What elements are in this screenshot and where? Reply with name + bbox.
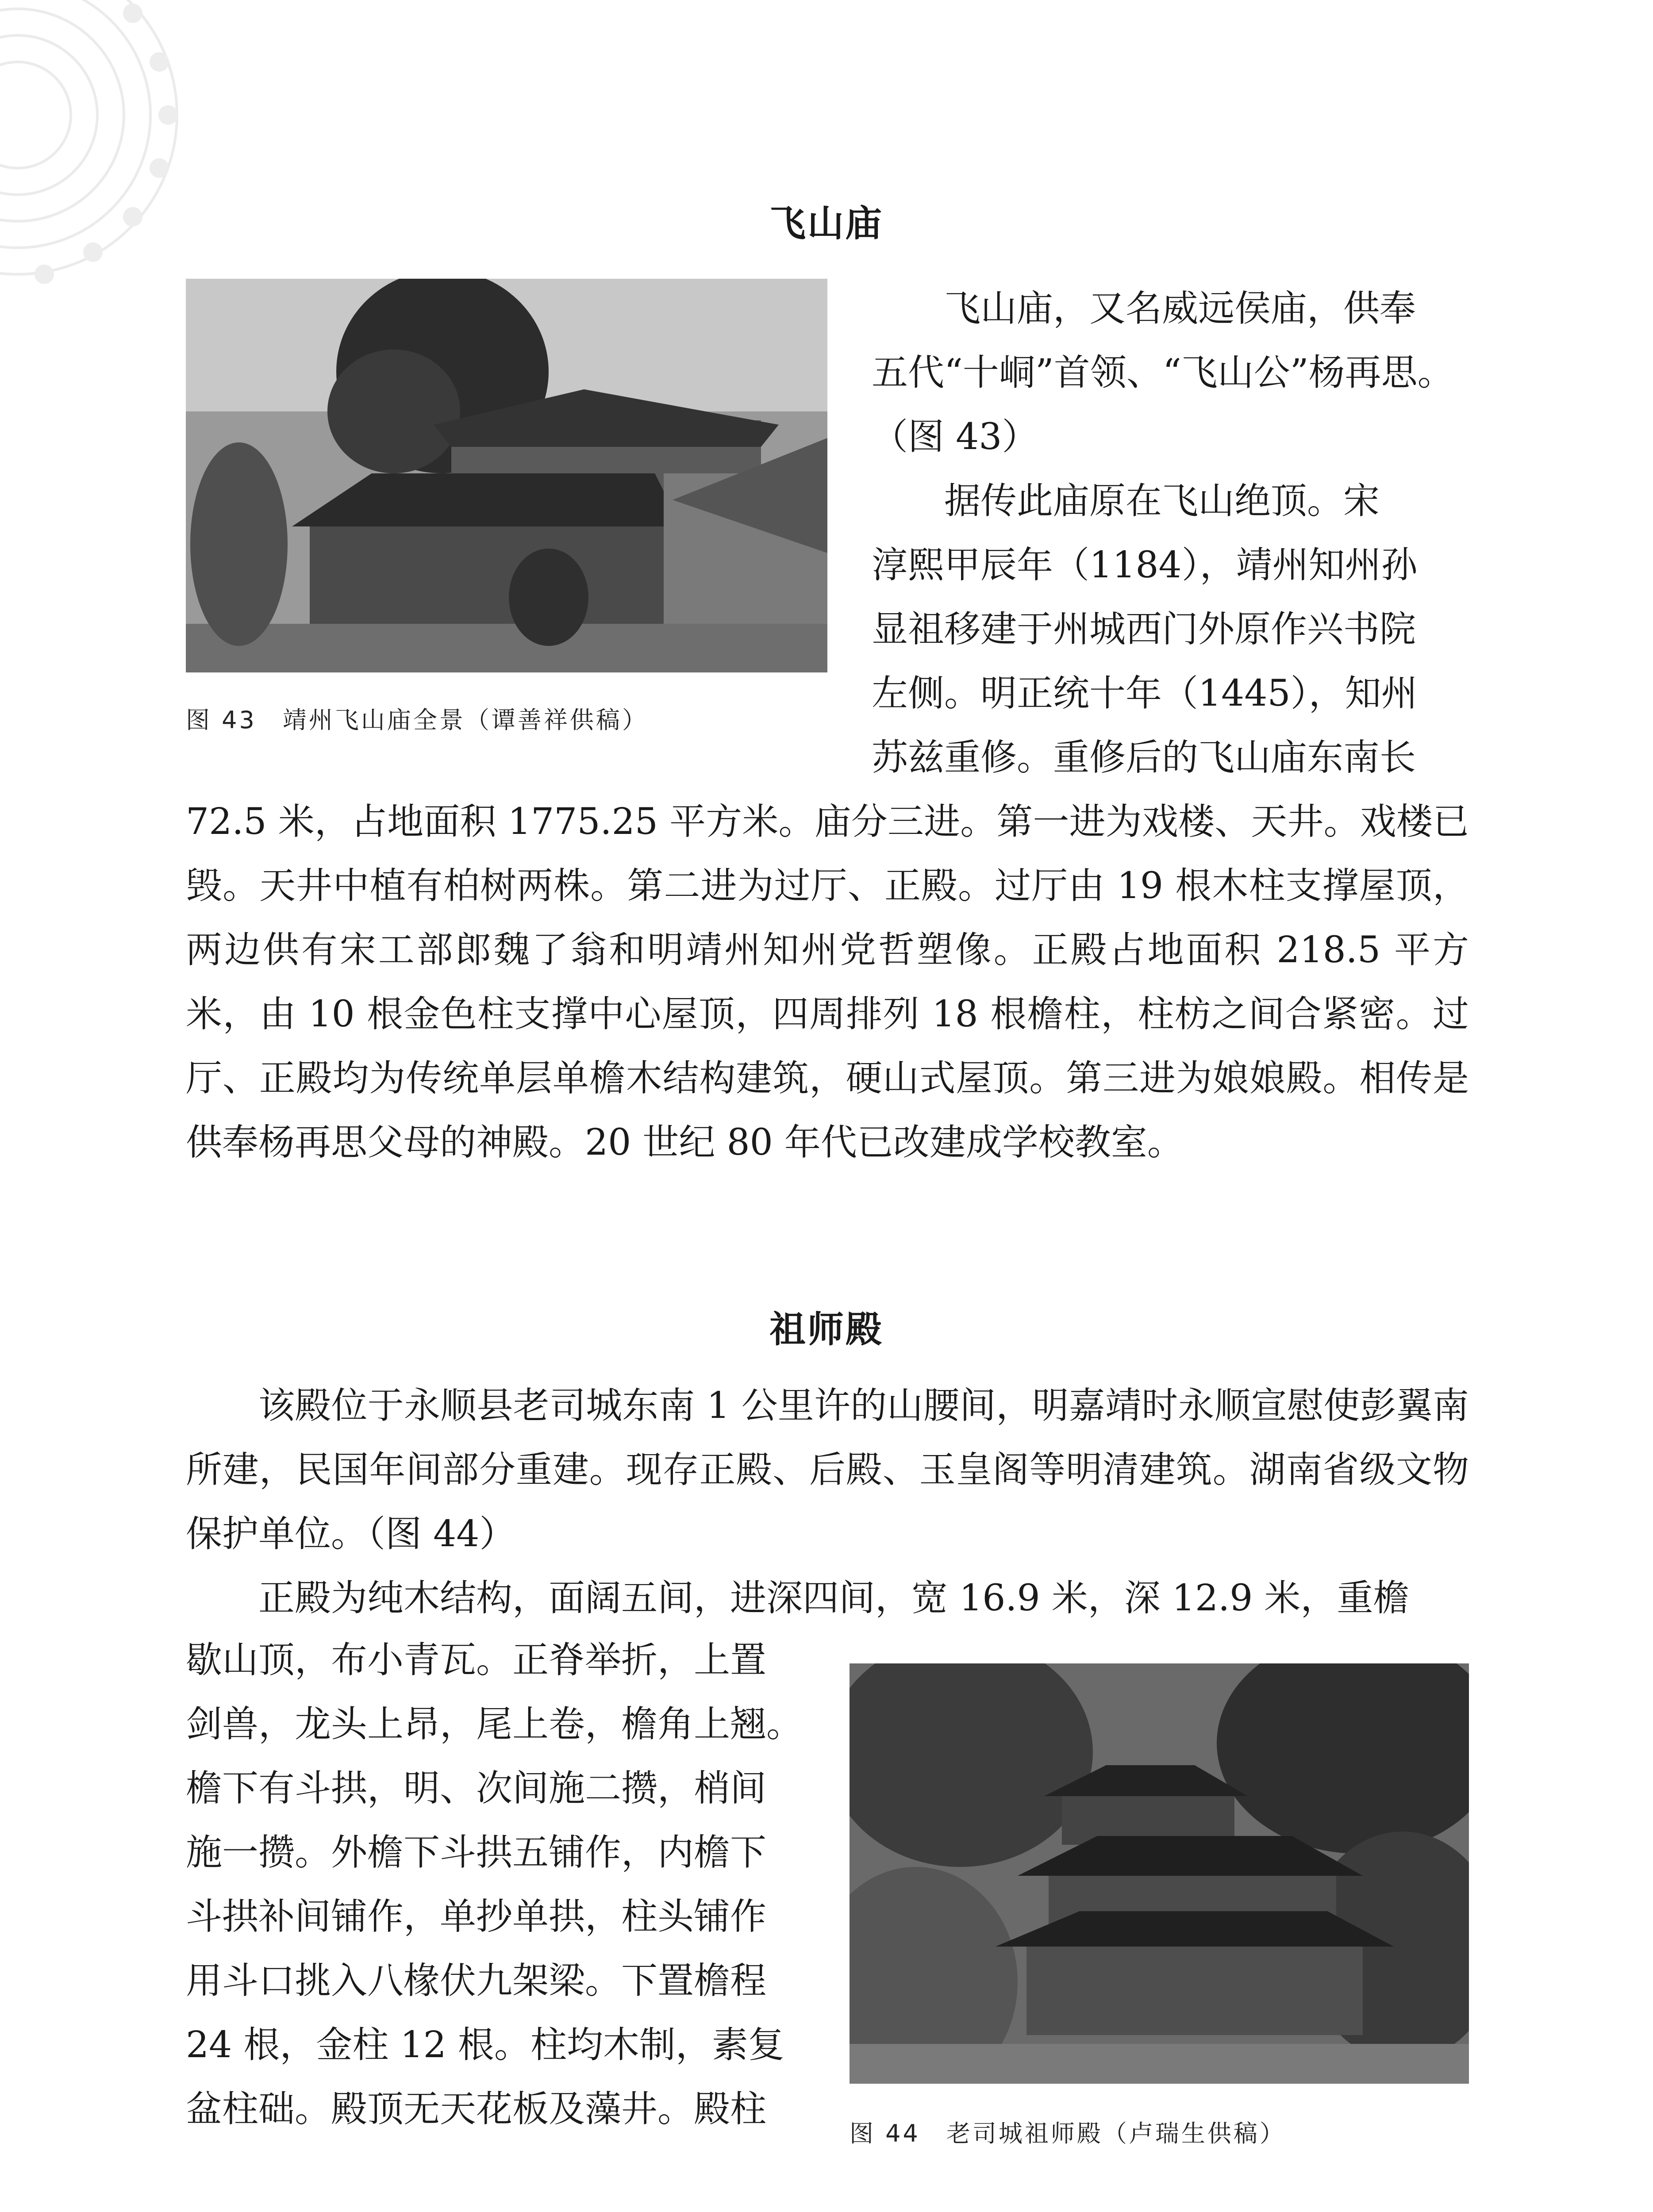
text-line: 苏兹重修。重修后的飞山庙东南长: [872, 737, 1416, 779]
text-line: （图 43）: [872, 416, 1038, 458]
text-line: 显祖移建于州城西门外原作兴书院: [872, 608, 1416, 650]
text-line: 斗拱补间铺作，单抄单拱，柱头铺作: [186, 1896, 767, 1938]
section1-continuation: [186, 790, 1469, 1175]
text-line: 左侧。明正统十年（1445），知州: [872, 672, 1418, 714]
text-line: 据传此庙原在飞山绝顶。宋: [944, 480, 1380, 522]
text-line: 淳熙甲辰年（1184），靖州知州孙: [872, 544, 1418, 586]
hall-photo-illustration: [850, 1663, 1469, 2084]
figure-43-photo: [186, 279, 827, 672]
text-line: 檐下有斗拱，明、次间施二攒，梢间: [186, 1767, 767, 1809]
text-line: 歇山顶，布小青瓦。正脊举折，上置: [186, 1639, 767, 1681]
text-line: 施一攒。外檐下斗拱五铺作，内檐下: [186, 1832, 767, 1874]
section2-paragraphs: [186, 1374, 1469, 1630]
text-line: 24 根，金柱 12 根。柱均木制，素复: [186, 2024, 784, 2066]
text-line: 飞山庙，又名威远侯庙，供奉: [944, 288, 1416, 330]
paragraph: 正殿为纯木结构，面阔五间，进深四间，宽 16.9 米，深 12.9 米，重檐: [258, 1577, 1410, 1619]
figure-43-caption: 图 43 靖州飞山庙全景（谭善祥供稿）: [186, 706, 648, 734]
paragraph: 72.5 米，占地面积 1775.25 平方米。庙分三进。第一进为戏楼、天井。戏楼已毁。天井中植有柏树两株。第二进为过厅、正殿。过厅由 19 根木柱支撑屋顶，两边供有宋工部郎魏了翁和明靖州知州党哲塑像。正殿占地面积 218.5 平方米，由 10 根金色柱支撑中心屋顶，四周排列 18 根檐柱，柱枋之间合紧密。过厅、正殿均为传统单层单檐木结构建筑，硬山式屋顶。第三进为娘娘殿。相传是供奉杨再思父母的神殿。20 世纪 80 年代已改建成学校教室。: [186, 801, 1469, 1164]
text-line: 盆柱础。殿顶无天花板及藻井。殿柱: [186, 2088, 767, 2130]
text-line: 用斗口挑入八椽伏九架梁。下置檐程: [186, 1960, 767, 2002]
section1-wrap-text: [872, 276, 1469, 790]
section-title-patriarch-hall: 祖师殿: [769, 1308, 884, 1351]
text-line: 五代“十峒”首领、“飞山公”杨再思。: [872, 352, 1454, 394]
figure-44-photo: [850, 1663, 1469, 2084]
temple-photo-illustration: [186, 279, 827, 672]
section2-wrap-text: [186, 1628, 841, 2141]
paragraph: 该殿位于永顺县老司城东南 1 公里许的山腰间，明嘉靖时永顺宣慰使彭翼南所建，民国年间部分重建。现存正殿、后殿、玉皇阁等明清建筑。湖南省级文物保护单位。（图 44）: [186, 1385, 1469, 1555]
figure-44-caption: 图 44 老司城祖师殿（卢瑞生供稿）: [850, 2120, 1286, 2147]
section-title-feishan-temple: 飞山庙: [769, 202, 884, 245]
text-line: 剑兽，龙头上昂，尾上卷，檐角上翘。: [186, 1703, 803, 1745]
